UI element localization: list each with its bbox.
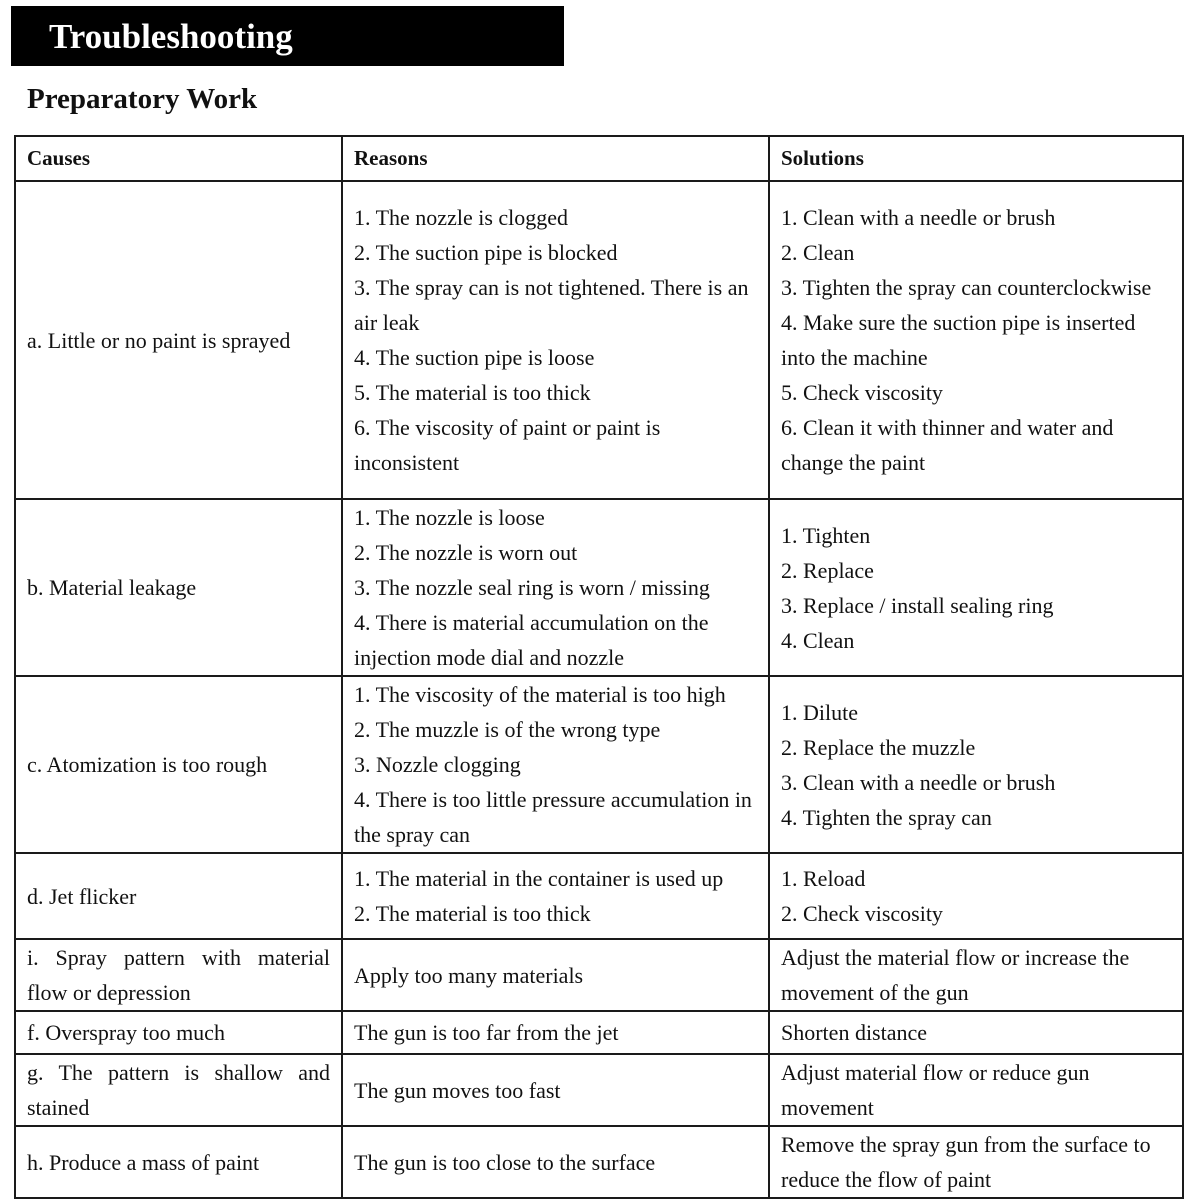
reasons-cell	[342, 181, 769, 499]
reasons-cell	[342, 499, 769, 676]
reason-item: 2. The material is too thick	[354, 901, 591, 926]
column-header-reasons: Reasons	[342, 136, 769, 181]
reason-item: 2. The suction pipe is blocked	[354, 240, 618, 265]
solution-item: 3. Clean with a needle or brush	[781, 769, 1056, 795]
solutions-cell	[769, 499, 1183, 676]
solution-item: 4. Clean	[781, 627, 855, 653]
solutions-cell	[769, 939, 1183, 1011]
cause-cell: c. Atomization is too rough	[15, 676, 342, 853]
reason-item: 3. The nozzle seal ring is worn / missing	[354, 575, 710, 600]
solution-item: 1. Reload	[781, 866, 866, 891]
reasons-cell	[342, 1126, 769, 1198]
cause-cell: f. Overspray too much	[15, 1011, 342, 1054]
reasons-cell	[342, 939, 769, 1011]
column-header-solutions: Solutions	[769, 136, 1183, 181]
solutions-cell	[769, 1054, 1183, 1126]
table-row	[15, 939, 1183, 1011]
solution-item: Adjust the material flow or increase the movement of the gun	[781, 945, 1130, 1005]
column-header-causes: Causes	[15, 136, 342, 181]
table-row	[15, 1126, 1183, 1198]
reason-item: 5. The material is too thick	[354, 380, 591, 405]
table-row	[15, 853, 1183, 939]
table-row	[15, 1011, 1183, 1054]
solution-item: 2. Check viscosity	[781, 901, 943, 926]
solution-item: 1. Tighten	[781, 522, 871, 548]
solution-item: 4. Make sure the suction pipe is inserted into the machine	[781, 310, 1136, 370]
reasons-cell	[342, 853, 769, 939]
solutions-cell	[769, 181, 1183, 499]
solution-item: 2. Clean	[781, 240, 855, 265]
solution-item: Shorten distance	[781, 1020, 928, 1045]
reasons-cell	[342, 1054, 769, 1126]
cause-cell: i. Spray pattern with material flow or depression	[15, 939, 342, 1011]
section-subtitle: Preparatory Work	[27, 83, 258, 115]
reason-item: The gun is too far from the jet	[354, 1020, 619, 1045]
page-title: Troubleshooting	[49, 17, 293, 56]
solutions-cell	[769, 853, 1183, 939]
troubleshooting-table	[14, 135, 1184, 1199]
reason-item: 2. The nozzle is worn out	[354, 540, 578, 565]
solution-item: 5. Check viscosity	[781, 380, 943, 405]
reason-item: 3. The spray can is not tightened. There is an air leak	[354, 275, 749, 335]
solution-item: Adjust material flow or reduce gun movement	[781, 1060, 1090, 1120]
solutions-cell	[769, 1011, 1183, 1054]
solution-item: Remove the spray gun from the surface to reduce the flow of paint	[781, 1132, 1151, 1192]
table-row	[15, 181, 1183, 499]
reason-item: 1. The material in the container is used up	[354, 866, 724, 891]
cause-cell: d. Jet flicker	[15, 853, 342, 939]
solution-item: 1. Dilute	[781, 699, 858, 725]
solution-item: 6. Clean it with thinner and water and change the paint	[781, 415, 1114, 475]
reason-item: 3. Nozzle clogging	[354, 752, 521, 777]
table-row	[15, 676, 1183, 853]
solutions-cell	[769, 1126, 1183, 1198]
reason-item: 2. The muzzle is of the wrong type	[354, 717, 661, 742]
reason-item: The gun is too close to the surface	[354, 1149, 656, 1175]
cause-cell: a. Little or no paint is sprayed	[15, 181, 342, 499]
reason-item: 4. The suction pipe is loose	[354, 345, 595, 370]
reason-item: 1. The viscosity of the material is too high	[354, 682, 726, 707]
table-row	[15, 499, 1183, 676]
cause-cell: g. The pattern is shallow and stained	[15, 1054, 342, 1126]
reasons-cell	[342, 676, 769, 853]
solution-item: 2. Replace the muzzle	[781, 734, 976, 760]
section-banner	[11, 6, 564, 66]
table-header-row	[15, 136, 1183, 181]
solution-item: 3. Tighten the spray can counterclockwise	[781, 275, 1152, 300]
reasons-cell	[342, 1011, 769, 1054]
reason-item: 1. The nozzle is loose	[354, 505, 545, 530]
solution-item: 4. Tighten the spray can	[781, 804, 992, 830]
reason-item: 4. There is too little pressure accumulation in the spray can	[354, 787, 752, 847]
table-row	[15, 1054, 1183, 1126]
cause-cell: h. Produce a mass of paint	[15, 1126, 342, 1198]
reason-item: 6. The viscosity of paint or paint is inconsistent	[354, 415, 661, 475]
solution-item: 1. Clean with a needle or brush	[781, 205, 1056, 230]
reason-item: 1. The nozzle is clogged	[354, 205, 569, 230]
solution-item: 2. Replace	[781, 557, 874, 583]
reason-item: Apply too many materials	[354, 962, 584, 988]
reason-item: 4. There is material accumulation on the injection mode dial and nozzle	[354, 610, 709, 670]
cause-cell: b. Material leakage	[15, 499, 342, 676]
solution-item: 3. Replace / install sealing ring	[781, 592, 1054, 618]
solutions-cell	[769, 676, 1183, 853]
reason-item: The gun moves too fast	[354, 1077, 561, 1103]
